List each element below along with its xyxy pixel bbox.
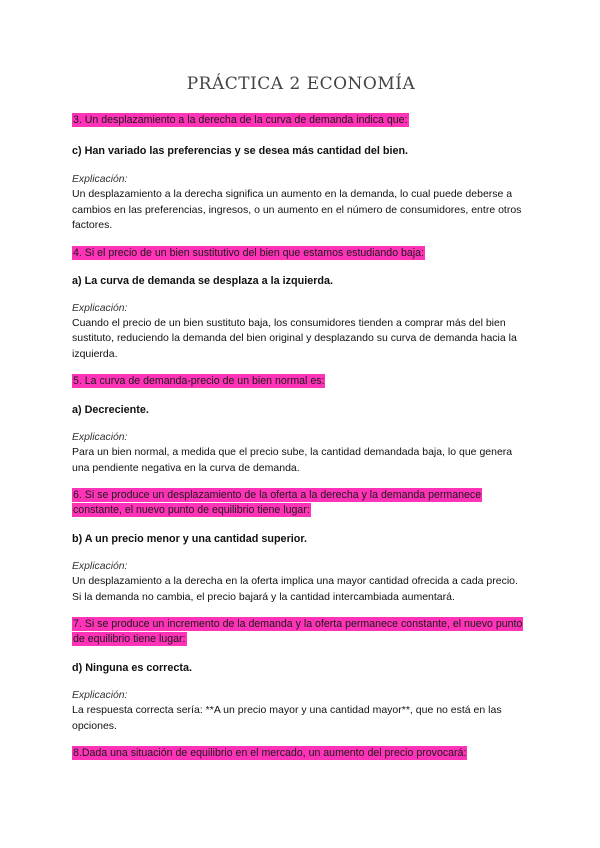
explanation-7-text: La respuesta correcta sería: **A un precio mayor y una cantidad mayor**, que no está en las opciones. xyxy=(72,704,502,732)
question-6-highlighted: 6. Si se produce un desplazamiento de la oferta a la derecha y la demanda permanece constante, el nuevo punto de equilibrio tiene lugar: xyxy=(73,489,482,516)
page-title: PRÁCTICA 2 ECONOMÍA xyxy=(186,74,416,94)
question-8-highlighted: 8.Dada una situación de equilibrio en el mercado, un aumento del precio provocará: xyxy=(73,747,467,759)
answer-5: a) Decreciente. xyxy=(72,404,149,416)
question-7-block xyxy=(72,617,530,647)
question-4-block xyxy=(72,246,530,261)
question-3-block xyxy=(72,113,530,128)
answer-4: a) La curva de demanda se desplaza a la izquierda. xyxy=(72,274,334,287)
question-5-highlighted: 5. La curva de demanda-precio de un bien normal es: xyxy=(73,375,325,387)
explanation-5-text: Para un bien normal, a medida que el precio sube, la cantidad demandada baja, lo que genera una pendiente negativa en la curva de demanda. xyxy=(72,446,513,474)
question-5-block xyxy=(72,374,530,389)
explanation-6-text: Un desplazamiento a la derecha en la oferta implica una mayor cantidad ofrecida a cada precio. Si la demanda no cambia, el precio bajará y la cantidad intercambiada aumentará. xyxy=(72,575,518,603)
question-6-block xyxy=(72,488,530,518)
explanation-4-text: Cuando el precio de un bien sustituto baja, los consumidores tienden a comprar más del bien sustituto, reduciendo la demanda del bien original y desplazando su curva de demanda hacia la izquierda. xyxy=(72,316,517,360)
answer-7: d) Ninguna es correcta. xyxy=(72,662,192,674)
explanation-4-label: Explicación: xyxy=(72,302,128,314)
answer-6: b) A un precio menor y una cantidad superior. xyxy=(72,533,307,545)
explanation-3-text: Un desplazamiento a la derecha significa un aumento en la demanda, lo cual puede deberse a cambios en las preferencias, ingresos, o un aumento en el número de consumidores, entre otros factores. xyxy=(72,188,522,231)
explanation-3-label: Explicación: xyxy=(72,174,128,185)
explanation-7-label: Explicación: xyxy=(72,690,128,701)
question-8-block xyxy=(72,746,530,761)
question-4-highlighted: 4. Si el precio de un bien sustitutivo del bien que estamos estudiando baja: xyxy=(73,246,425,259)
answer-3: c) Han variado las preferencias y se desea más cantidad del bien. xyxy=(72,145,409,157)
explanation-6-label: Explicación: xyxy=(72,561,128,572)
question-3-highlighted: 3. Un desplazamiento a la derecha de la curva de demanda indica que: xyxy=(73,114,408,126)
explanation-5-label: Explicación: xyxy=(72,432,128,443)
question-7-highlighted: 7. Si se produce un incremento de la demanda y la oferta permanece constante, el nuevo punto de equilibrio tiene lugar: xyxy=(73,618,523,645)
